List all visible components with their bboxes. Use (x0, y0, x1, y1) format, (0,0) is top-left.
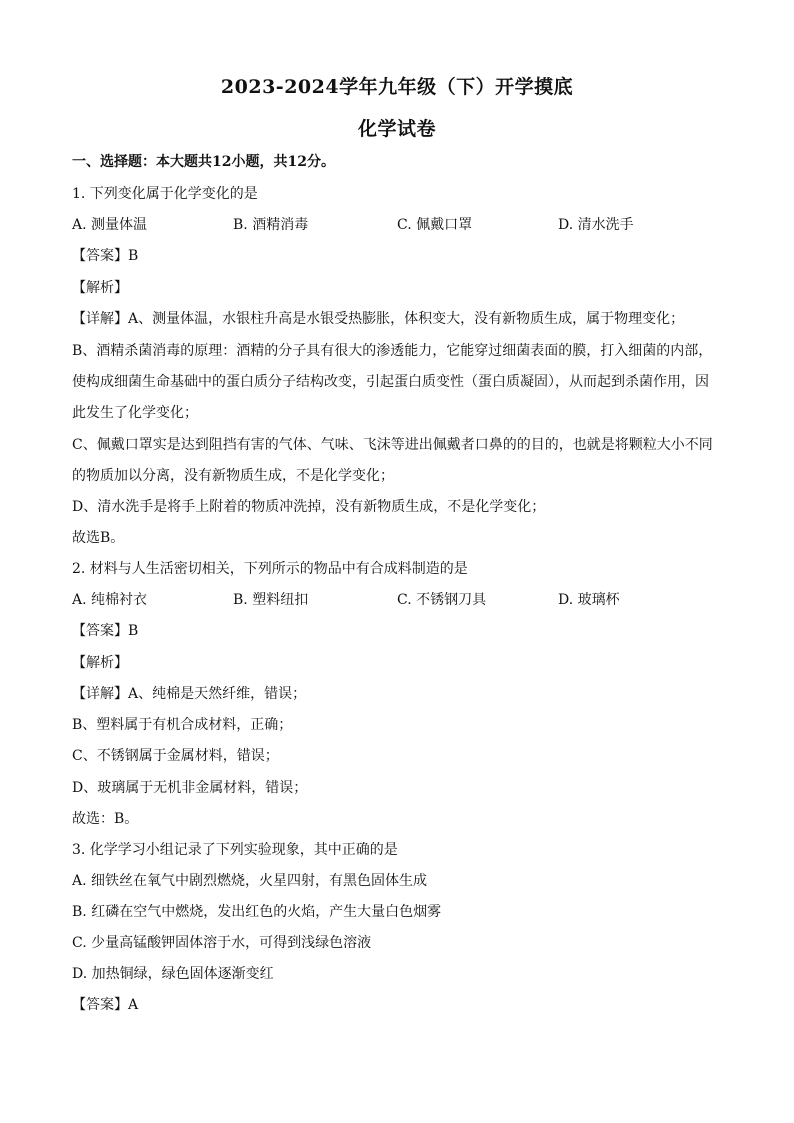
q1-detail-line: 【详解】A、测量体温，水银柱升高是水银受热膨胀，体积变大，没有新物质生成，属于物理变化； (72, 311, 685, 327)
q2-option-d: D. 玻璃杯 (558, 592, 620, 608)
q3-option-b: B. 红磷在空气中燃烧，发出红色的火焰，产生大量白色烟雾 (72, 904, 442, 920)
q1-analysis-label: 【解析】 (72, 280, 128, 296)
q1-detail-line: D、清水洗手是将手上附着的物质冲洗掉，没有新物质生成，不是化学变化； (72, 499, 546, 515)
q1-stem: 1. 下列变化属于化学变化的是 (72, 186, 258, 202)
q3-option-d: D. 加热铜绿，绿色固体逐渐变红 (72, 966, 274, 982)
q1-answer: 【答案】B (72, 248, 139, 264)
q1-detail-line: 此发生了化学变化； (72, 405, 198, 421)
q3-stem: 3. 化学学习小组记录了下列实验现象，其中正确的是 (72, 842, 398, 858)
q1-option-c: C. 佩戴口罩 (397, 217, 473, 233)
q2-detail-line: D、玻璃属于无机非金属材料，错误； (72, 780, 308, 796)
q2-option-a: A. 纯棉衬衣 (72, 592, 148, 608)
q2-detail-line: 故选：B。 (72, 811, 139, 827)
page-title: 2023-2024学年九年级（下）开学摸底 (220, 76, 574, 98)
q2-detail-line: B、塑料属于有机合成材料，正确； (72, 717, 293, 733)
q2-option-b: B. 塑料纽扣 (233, 592, 309, 608)
q1-detail-line: 故选B。 (72, 530, 125, 546)
q2-option-c: C. 不锈钢刀具 (397, 592, 487, 608)
q1-detail-line: 的物质加以分离，没有新物质生成，不是化学变化； (72, 468, 394, 484)
q1-detail-line: C、佩戴口罩实是达到阻挡有害的气体、气味、飞沫等进出佩戴者口鼻的的目的，也就是将颗粒大小不同 (72, 437, 713, 453)
q1-option-d: D. 清水洗手 (558, 217, 634, 233)
q3-option-c: C. 少量高锰酸钾固体溶于水，可得到浅绿色溶液 (72, 935, 372, 951)
q1-option-a: A. 测量体温 (72, 217, 148, 233)
q3-option-a: A. 细铁丝在氧气中剧烈燃烧，火星四射，有黑色固体生成 (72, 873, 428, 889)
page-subtitle: 化学试卷 (357, 118, 436, 140)
q2-analysis-label: 【解析】 (72, 655, 128, 671)
q2-detail-line: 【详解】A、纯棉是天然纤维，错误； (72, 686, 307, 702)
q3-answer: 【答案】A (72, 997, 139, 1013)
q1-detail-line: 使构成细菌生命基础中的蛋白质分子结构改变，引起蛋白质变性（蛋白质凝固），从而起到杀菌作用，因 (72, 374, 709, 390)
q1-option-b: B. 酒精消毒 (233, 217, 309, 233)
q2-stem: 2. 材料与人生活密切相关，下列所示的物品中有合成料制造的是 (72, 561, 468, 577)
section-heading: 一、选择题：本大题共12小题，共12分。 (72, 154, 335, 170)
q2-detail-line: C、不锈钢属于金属材料，错误； (72, 748, 279, 764)
q2-answer: 【答案】B (72, 623, 139, 639)
q1-detail-line: B、酒精杀菌消毒的原理：酒精的分子具有很大的渗透能力，它能穿过细菌表面的膜，打入细菌的内部， (72, 343, 713, 359)
